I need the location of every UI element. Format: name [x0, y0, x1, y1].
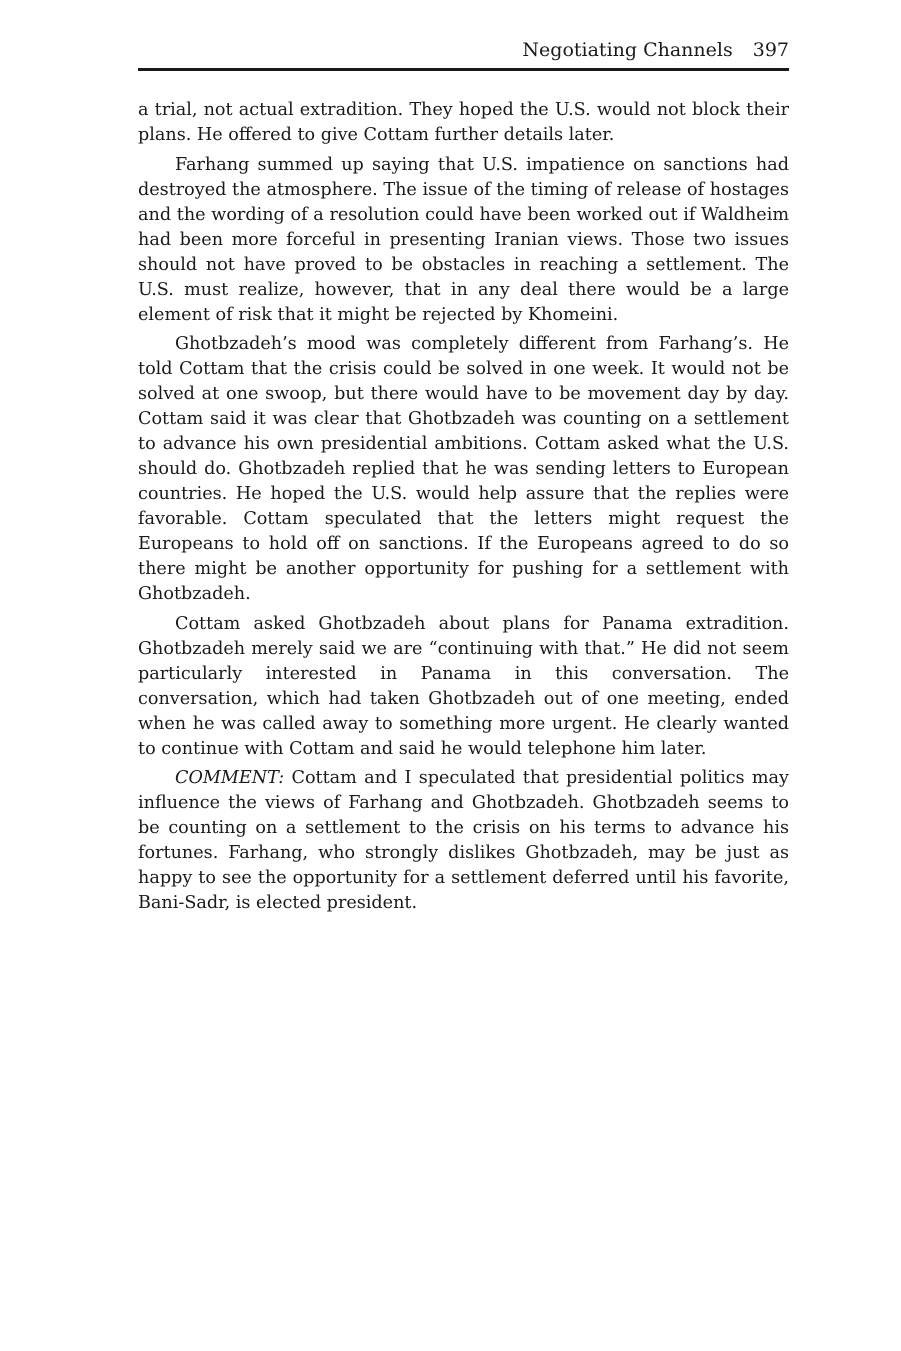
running-header — [138, 36, 789, 64]
paragraph-comment — [138, 766, 789, 916]
comment-label: COMMENT: — [175, 768, 285, 788]
paragraph-farhang-summary: Farhang summed up saying that U.S. impatience on sanctions had destroyed the atmosphere. The issue of the timing of release of hostages and the wording of a resolution could have been worked out if Waldheim had been more forceful in presenting Iranian views. Those two issues should not have proved to be obstacles in reaching a settlement. The U.S. must realize, however, that in any deal there would be a large element of risk that it might be rejected by Khomeini. — [138, 154, 789, 325]
paragraph-panama-extradition: Cottam asked Ghotbzadeh about plans for Panama extradition. Ghotbzadeh merely said we are “continuing with that.” He did not seem particularly interested in Panama in this conversation. The conversation, which had taken Ghotbzadeh out of one meeting, ended when he was called away to something more urgent. He clearly wanted to continue with Cottam and said he would telephone him later. — [138, 613, 789, 759]
header-rule — [138, 68, 789, 71]
paragraph-continued: a trial, not actual extradition. They hoped the U.S. would not block their plans. He offered to give Cottam further details later. — [138, 100, 789, 145]
paragraph-ghotbzadeh-mood: Ghotbzadeh’s mood was completely different from Farhang’s. He told Cottam that the crisis could be solved in one week. It would not be solved at one swoop, but there would have to be movement day by day. Cottam said it was clear that Ghotbzadeh was counting on a settlement to advance his own presidential ambitions. Cottam asked what the U.S. should do. Ghotbzadeh replied that he was sending letters to European countries. He hoped the U.S. would help assure that the replies were favorable. Cottam speculated that the letters might request the Europeans to hold off on sanctions. If the Europeans agreed to do so there might be another opportunity for pushing for a settlement with Ghotbzadeh. — [138, 334, 789, 604]
page-number: 397 — [752, 39, 789, 61]
body-text — [138, 98, 789, 921]
comment-text: Cottam and I speculated that presidential politics may influence the views of Farhang and Ghotbzadeh. Ghotbzadeh seems to be counting on a settlement to the crisis on his terms to advance his fortunes. Farhang, who strongly dislikes Ghotbzadeh, may be just as happy to see the opportunity for a settlement deferred until his favorite, Bani-Sadr, is elected president. — [138, 768, 789, 913]
running-title: Negotiating Channels — [522, 39, 733, 61]
